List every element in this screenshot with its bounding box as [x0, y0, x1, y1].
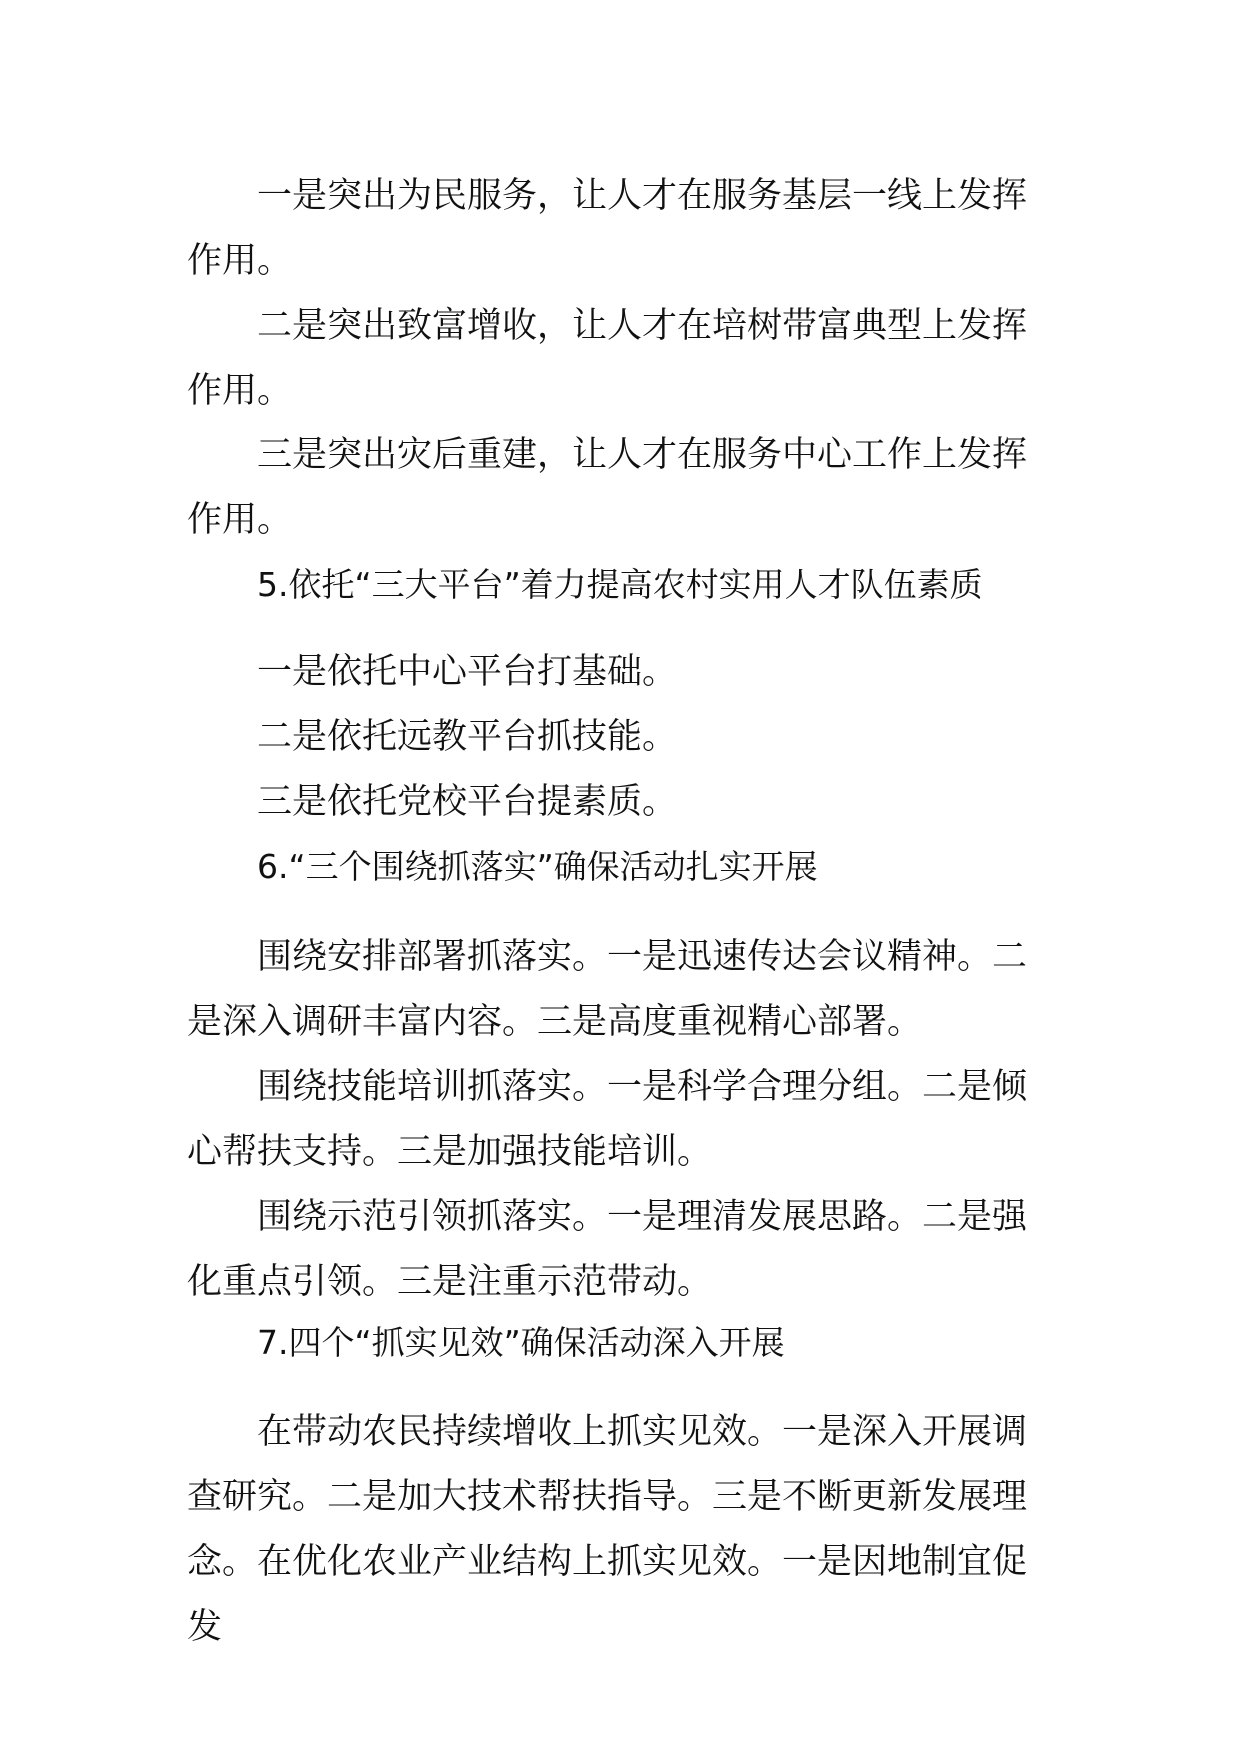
section-heading-7: 7.四个“抓实见效”确保活动深入开展	[257, 1323, 785, 1362]
paragraph-3: 三是突出灾后重建，让人才在服务中心工作上发挥作用。	[187, 435, 1028, 540]
paragraph-7-1: 在带动农民持续增收上抓实见效。一是深入开展调查研究。二是加大技术帮扶指导。三是不断更新发展理念。	[187, 1412, 1028, 1582]
paragraph-5-3: 三是依托党校平台提素质。	[257, 782, 678, 822]
paragraph-6-2: 围绕技能培训抓落实。一是科学合理分组。二是倾心帮扶支持。三是加强技能培训。	[187, 1067, 1028, 1172]
paragraph-6-1: 围绕安排部署抓落实。一是迅速传达会议精神。二是深入调研丰富内容。三是高度重视精心部署。	[187, 937, 1028, 1042]
paragraph-2: 二是突出致富增收，让人才在培树带富典型上发挥作用。	[187, 306, 1028, 411]
paragraph-7-2: 在优化农业产业结构上抓实见效。一是因地制宜促发	[187, 1542, 1028, 1647]
section-heading-6: 6.“三个围绕抓落实”确保活动扎实开展	[257, 847, 818, 886]
paragraph-5-2: 二是依托远教平台抓技能。	[257, 717, 678, 757]
paragraph-6-3: 围绕示范引领抓落实。一是理清发展思路。二是强化重点引领。三是注重示范带动。	[187, 1197, 1028, 1302]
paragraph-5-1: 一是依托中心平台打基础。	[257, 652, 678, 692]
section-heading-5: 5.依托“三大平台”着力提高农村实用人才队伍素质	[257, 565, 983, 604]
paragraph-1: 一是突出为民服务，让人才在服务基层一线上发挥作用。	[187, 176, 1028, 281]
